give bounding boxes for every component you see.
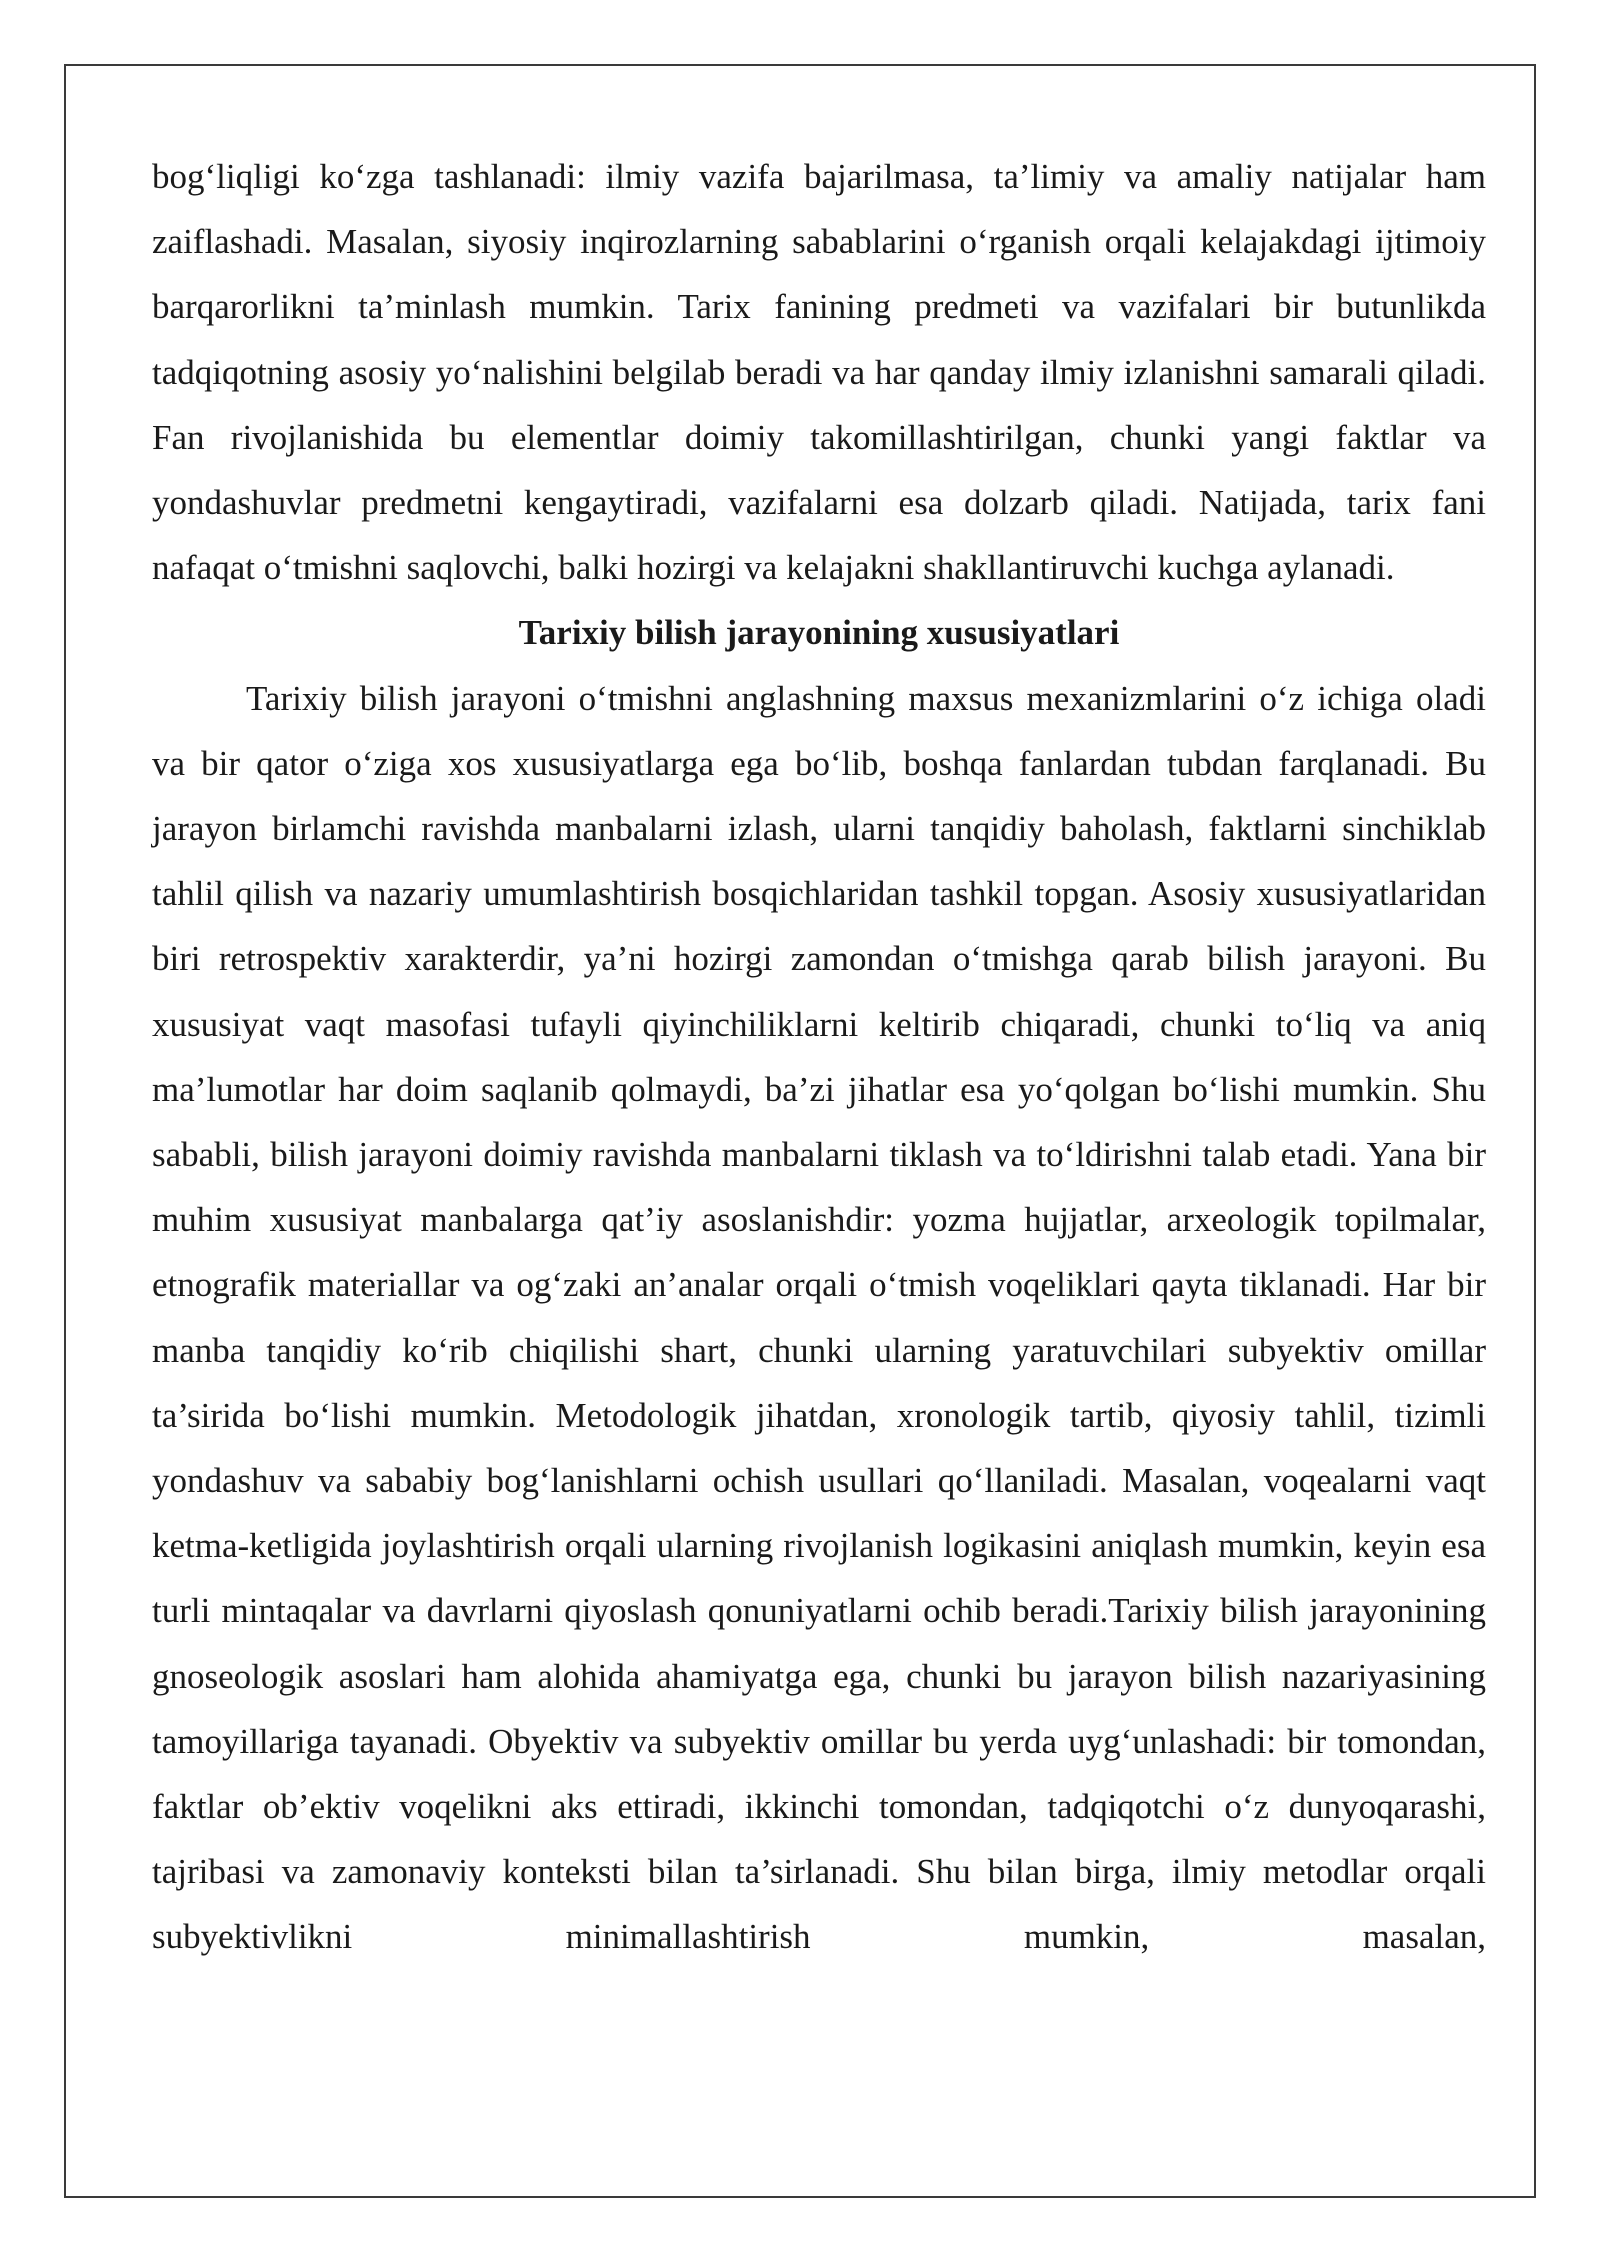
body-paragraph: Tarixiy bilish jarayoni o‘tmishni anglashning maxsus mexanizmlarini o‘z ichiga oladi va bir qator o‘ziga xos xususiyatlarga ega bo‘lib, boshqa fanlardan tubdan farqlanadi. Bu jarayon birlamchi ravishda manbalarni izlash, ularni tanqidiy baholash, faktlarni sinchiklab tahlil qilish va nazariy umumlashtirish bosqichlaridan tashkil topgan. Asosiy xususiyatlaridan biri retrospektiv xarakterdir, ya’ni hozirgi zamondan o‘tmishga qarab bilish jarayoni. Bu xususiyat vaqt masofasi tufayli qiyinchiliklarni keltirib chiqaradi, chunki to‘liq va aniq ma’lumotlar har doim saqlanib qolmaydi, ba’zi jihatlar esa yo‘qolgan bo‘lishi mumkin. Shu sababli, bilish jarayoni doimiy ravishda manbalarni tiklash va to‘ldirishni talab etadi. Yana bir muhim xususiyat manbalarga qat’iy asoslanishdir: yozma hujjatlar, arxeologik topilmalar, etnografik materiallar va og‘zaki an’analar orqali o‘tmish voqeliklari qayta tiklanadi. Har bir manba tanqidiy ko‘rib chiqilishi shart, chunki ularning yaratuvchilari subyektiv omillar ta’sirida bo‘lishi mumkin. Metodologik jihatdan, xronologik tartib, qiyosiy tahlil, tizimli yondashuv va sababiy bog‘lanishlarni ochish usullari qo‘llaniladi. Masalan, voqealarni vaqt ketma-ketligida joylashtirish orqali ularning rivojlanish logikasini aniqlash mumkin, keyin esa turli mintaqalar va davrlarni qiyoslash qonuniyatlarni ochib beradi.Tarixiy bilish jarayonining gnoseologik asoslari ham alohida ahamiyatga ega, chunki bu jarayon bilish nazariyasining tamoyillariga tayanadi. Obyektiv va subyektiv omillar bu yerda uyg‘unlashadi: bir tomondan, faktlar ob’ektiv voqelikni aks ettiradi, ikkinchi tomondan, tadqiqotchi o‘z dunyoqarashi, tajribasi va zamonaviy konteksti bilan ta’sirlanadi. Shu bilan birga, ilmiy metodlar orqali subyektivlikni minimallashtirish mumkin, masalan, xyxy=(152,678,1486,1957)
section-heading: Tarixiy bilish jarayonining xususiyatlari xyxy=(518,613,1120,653)
document-body xyxy=(152,144,1486,1970)
body-paragraph: bog‘liqligi ko‘zga tashlanadi: ilmiy vazifa bajarilmasa, ta’limiy va amaliy natijalar ham zaiflashadi. Masalan, siyosiy inqirozlarning sabablarini o‘rganish orqali kelajakdagi ijtimoiy barqarorlikni ta’minlash mumkin. Tarix fanining predmeti va vazifalari bir butunlikda tadqiqotning asosiy yo‘nalishini belgilab beradi va har qanday ilmiy izlanishni samarali qiladi. Fan rivojlanishida bu elementlar doimiy takomillashtirilgan, chunki yangi faktlar va yondashuvlar predmetni kengaytiradi, vazifalarni esa dolzarb qiladi. Natijada, tarix fani nafaqat o‘tmishni saqlovchi, balki hozirgi va kelajakni shakllantiruvchi kuchga aylanadi. xyxy=(152,157,1486,588)
